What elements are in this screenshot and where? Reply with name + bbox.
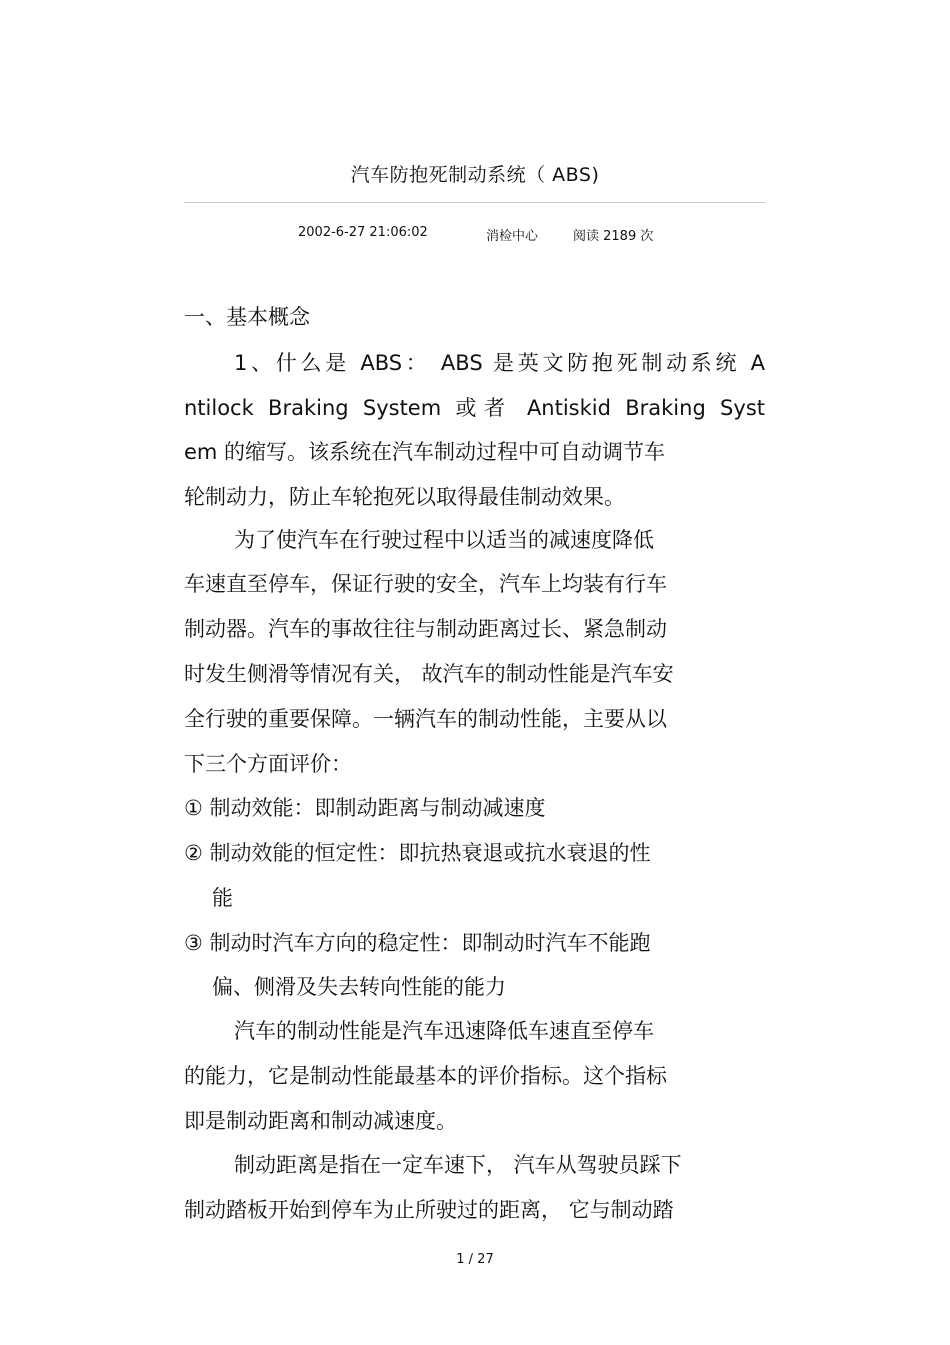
page-number: 1 / 27 (456, 1252, 494, 1267)
list-item: ③ 制动时汽车方向的稳定性：即制动时汽车不能跑 (184, 931, 651, 955)
list-item-continuation: 能 (212, 886, 233, 910)
paragraph-line: 汽车的制动性能是汽车迅速降低车速直至停车 (234, 1019, 654, 1043)
list-item: ① 制动效能：即制动距离与制动减速度 (184, 796, 546, 820)
paragraph-line: 1、什么是 ABS： ABS 是英文防抱死制动系统 A (234, 351, 765, 375)
paragraph-line: 制动器。汽车的事故往往与制动距离过长、紧急制动 (184, 617, 667, 641)
section-heading: 一、基本概念 (184, 305, 310, 329)
paragraph-line: 车速直至停车，保证行驶的安全，汽车上均装有行车 (184, 572, 667, 596)
paragraph-line: em 的缩写。该系统在汽车制动过程中可自动调节车 (184, 440, 666, 464)
read-count: 阅读 2189 次 (573, 229, 654, 244)
paragraph-line: ntilock Braking System 或者 Antiskid Braking Syst (184, 396, 765, 420)
paragraph-line: 轮制动力，防止车轮抱死以取得最佳制动效果。 (184, 485, 625, 509)
paragraph-line: 制动踏板开始到停车为止所驶过的距离， 它与制动踏 (184, 1198, 674, 1222)
paragraph-line: 全行驶的重要保障。一辆汽车的制动性能，主要从以 (184, 707, 667, 731)
list-item: ② 制动效能的恒定性：即抗热衰退或抗水衰退的性 (184, 841, 651, 865)
paragraph-line: 的能力，它是制动性能最基本的评价指标。这个指标 (184, 1064, 667, 1088)
title-divider (184, 202, 765, 203)
source-label: 消检中心 (486, 229, 539, 244)
paragraph-line: 即是制动距离和制动减速度。 (184, 1109, 457, 1133)
publish-date: 2002-6-27 21:06:02 (298, 225, 428, 240)
list-item-continuation: 偏、侧滑及失去转向性能的能力 (212, 975, 506, 999)
paragraph-line: 时发生侧滑等情况有关， 故汽车的制动性能是汽车安 (184, 662, 674, 686)
paragraph-line: 为了使汽车在行驶过程中以适当的减速度降低 (234, 528, 654, 552)
paragraph-line: 下三个方面评价： (184, 752, 352, 776)
paragraph-line: 制动距离是指在一定车速下， 汽车从驾驶员踩下 (234, 1153, 682, 1177)
page-title: 汽车防抱死制动系统（ ABS) (350, 164, 600, 186)
